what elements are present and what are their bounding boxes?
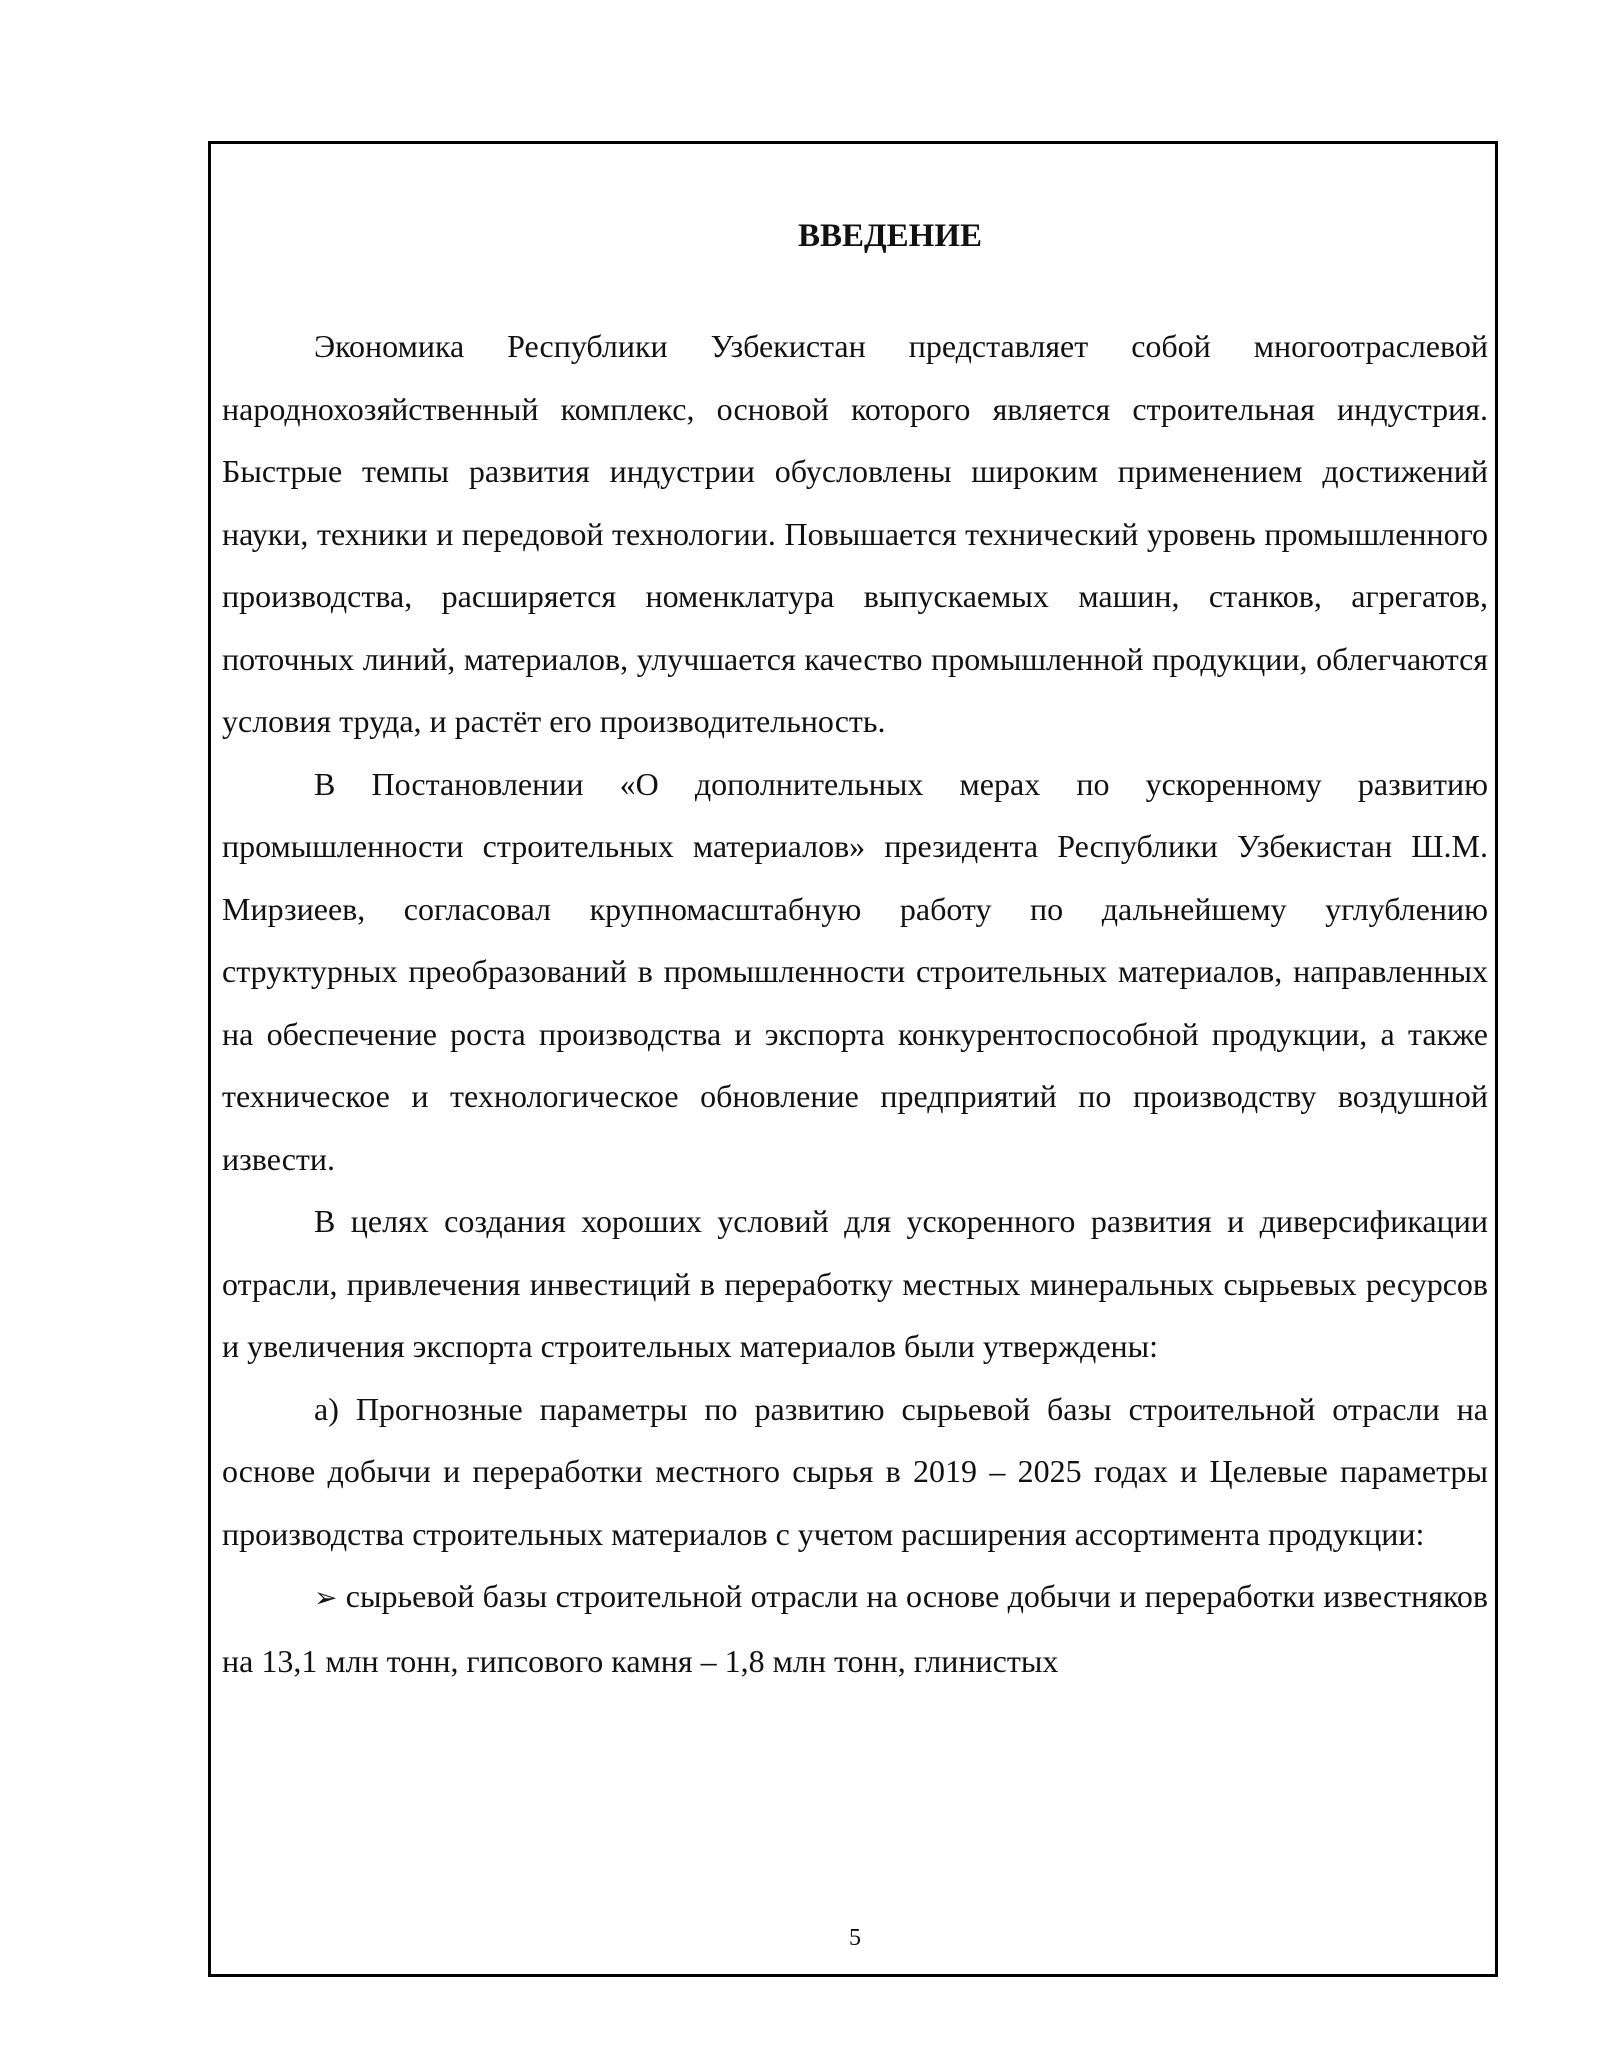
page-number: 5: [849, 1925, 861, 1951]
paragraph-forecast: а) Прогнозные параметры по развитию сырьевой базы строительной отрасли на основе добычи и переработки местного сырья в 2019 – 2025 годах и Целевые параметры производства строительных материалов с учетом расширения ассортимента продукции:: [222, 1390, 1488, 1552]
paragraph-goals: В целях создания хороших условий для ускоренного развития и диверсификации отрасли, привлечения инвестиций в переработку местных минеральных сырьевых ресурсов и увеличения экспорта строительных материалов были утверждены:: [222, 1203, 1488, 1364]
section-title: ВВЕДЕНИЕ: [797, 218, 983, 254]
bullet-text: сырьевой базы строительной отрасли на основе добычи и переработки известняков на 13,1 млн тонн, гипсового камня – 1,8 млн тонн, глинистых: [222, 1578, 1489, 1679]
bullet-item: [222, 1565, 1488, 1692]
paragraph-economy: Экономика Республики Узбекистан представляет собой многоотраслевой народнохозяйственный комплекс, основой которого является строительная индустрия. Быстрые темпы развития индустрии обусловлены широким применением достижений науки, техники и передовой технологии. Повышается технический уровень промышленного производства, расширяется номенклатура выпускаемых машин, станков, агрегатов, поточных линий, материалов, улучшается качество промышленной продукции, облегчаются условия труда, и растёт его производительность.: [222, 328, 1488, 739]
arrow-bullet-icon: ➢: [314, 1581, 338, 1614]
paragraph-resolution: В Постановлении «О дополнительных мерах по ускоренному развитию промышленности строительных материалов» президента Республики Узбекистан Ш.М. Мирзиеев, согласовал крупномасштабную работу по дальнейшему углублению структурных преобразований в промышленности строительных материалов, направленных на обеспечение роста производства и экспорта конкурентоспособной продукции, а также техническое и технологическое обновление предприятий по производству воздушной извести.: [222, 765, 1488, 1177]
page-content: [222, 205, 1488, 1692]
